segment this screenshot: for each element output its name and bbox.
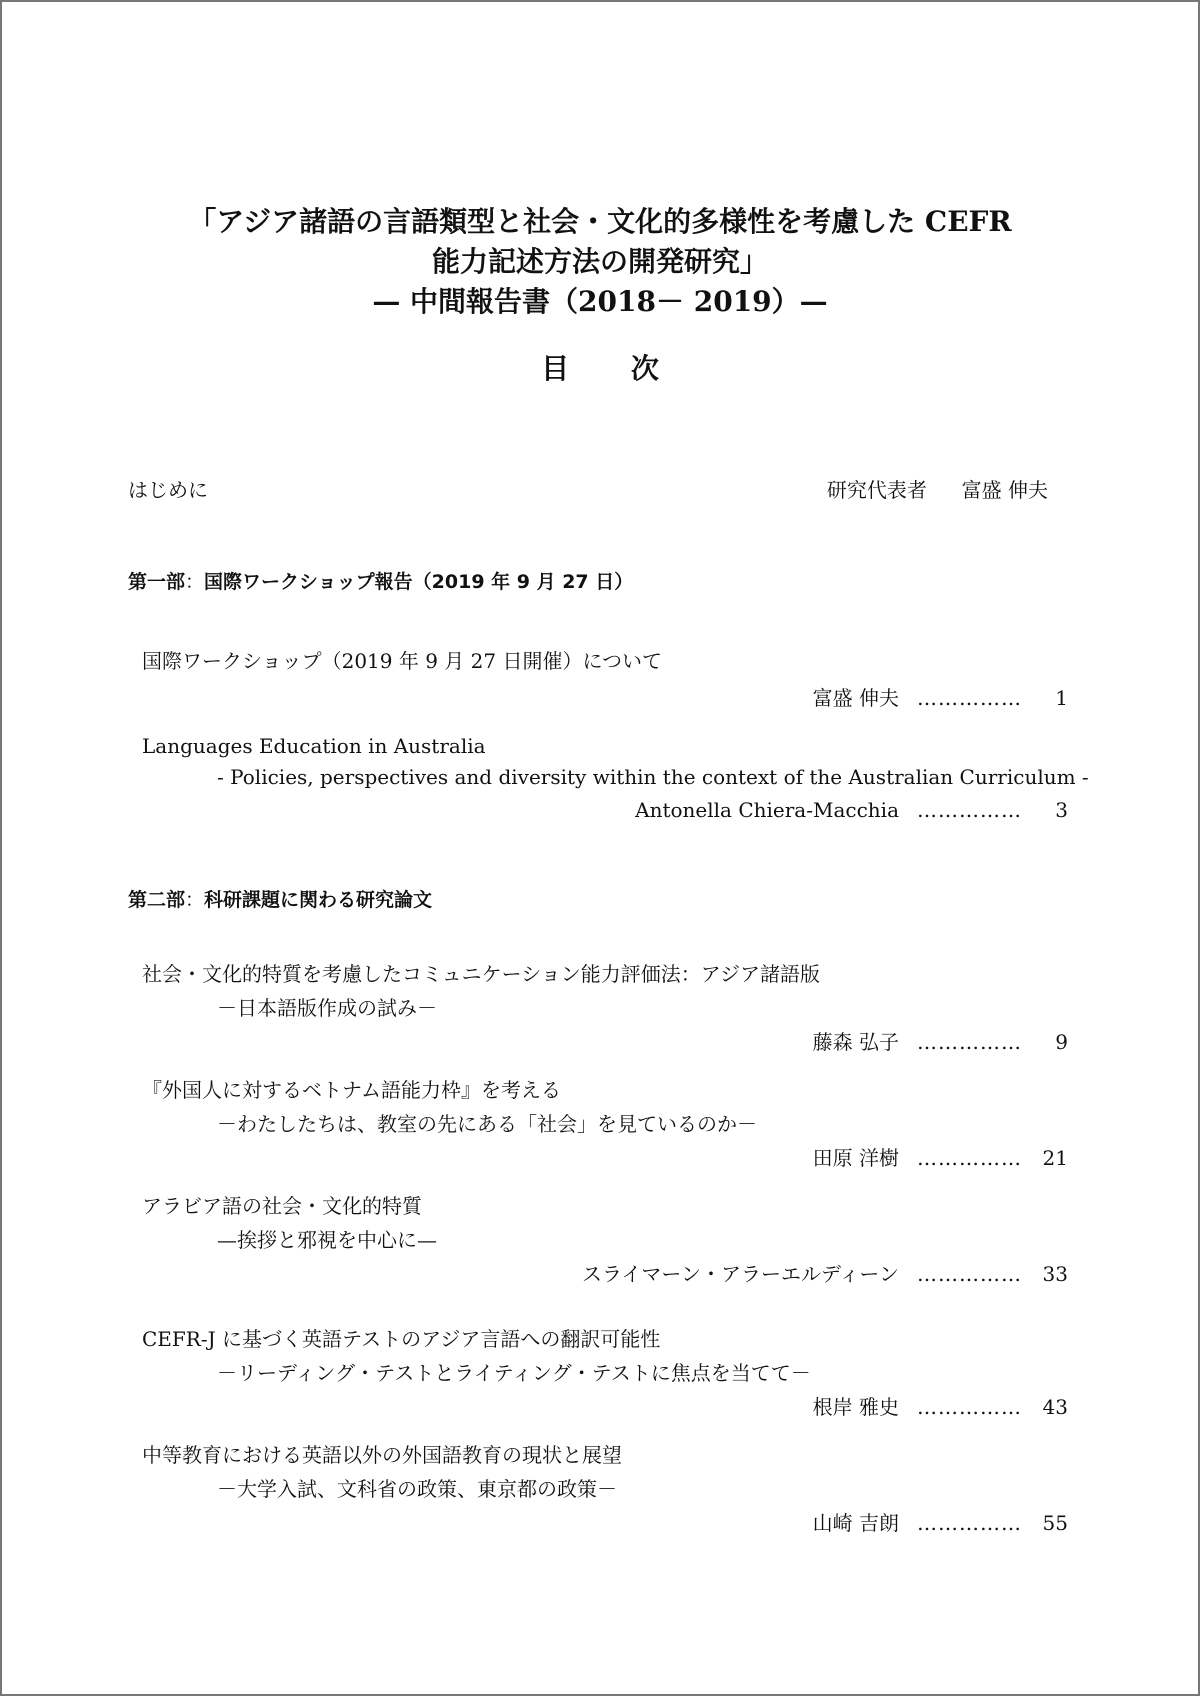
part2-title: 科研課題に関わる研究論文 bbox=[204, 889, 433, 911]
toc-entry-title: CEFR-J に基づく英語テストのアジア言語への翻訳可能性 bbox=[142, 1327, 661, 1351]
part2-label: 第二部 bbox=[128, 889, 186, 911]
toc-entry-page: 43 bbox=[1042, 1395, 1068, 1419]
toc-entry-author: 富盛 伸夫 bbox=[812, 686, 899, 710]
title-line-3: — 中間報告書（2018－ 2019）— bbox=[372, 285, 828, 318]
leader-dots: …………… bbox=[917, 1395, 1022, 1419]
part2-separator: ： bbox=[185, 889, 205, 911]
toc-entry-subtitle: —挨拶と邪視を中心に— bbox=[217, 1228, 437, 1252]
intro-author-line bbox=[827, 476, 1048, 504]
toc-entry-author: Antonella Chiera-Macchia bbox=[635, 798, 899, 822]
toc-entry-author: 藤森 弘子 bbox=[812, 1030, 899, 1054]
toc-entry-author: 根岸 雅史 bbox=[812, 1395, 899, 1419]
toc-entry-author: 田原 洋樹 bbox=[812, 1146, 899, 1170]
leader-dots: …………… bbox=[917, 798, 1022, 822]
title-line-1: 「アジア諸語の言語類型と社会・文化的多様性を考慮した CEFR bbox=[188, 205, 1012, 238]
intro-role: 研究代表者 bbox=[826, 478, 927, 502]
toc-heading: 目 次 bbox=[541, 352, 685, 385]
toc-entry-subtitle: －わたしたちは、教室の先にある「社会」を見ているのか－ bbox=[217, 1112, 757, 1136]
toc-entry-title: 中等教育における英語以外の外国語教育の現状と展望 bbox=[142, 1443, 622, 1467]
part1-heading bbox=[128, 568, 633, 596]
toc-entry-author-row bbox=[813, 1509, 1068, 1537]
intro-author: 富盛 伸夫 bbox=[961, 478, 1048, 502]
toc-entry-author: 山崎 吉朗 bbox=[812, 1511, 899, 1535]
part1-separator: ： bbox=[185, 571, 205, 593]
leader-dots: …………… bbox=[917, 1511, 1022, 1535]
part1-title: 国際ワークショップ報告（2019 年 9 月 27 日） bbox=[204, 571, 634, 593]
toc-entry-page: 55 bbox=[1042, 1511, 1068, 1535]
intro-label: はじめに bbox=[128, 478, 208, 502]
toc-entry-author-row bbox=[582, 1260, 1068, 1288]
toc-entry-title: 社会・文化的特質を考慮したコミュニケーション能力評価法：アジア諸語版 bbox=[142, 962, 820, 986]
part2-heading bbox=[128, 886, 432, 914]
title-line-2: 能力記述方法の開発研究」 bbox=[431, 245, 768, 278]
toc-entry-subtitle: －大学入試、文科省の政策、東京都の政策－ bbox=[217, 1477, 617, 1501]
leader-dots: …………… bbox=[917, 686, 1022, 710]
toc-entry-subtitle: - Policies, perspectives and diversity within the context of the Australian Curriculum - bbox=[217, 765, 1089, 789]
toc-entry-subtitle: －日本語版作成の試み－ bbox=[217, 996, 437, 1020]
toc-entry-title: 国際ワークショップ（2019 年 9 月 27 日開催）について bbox=[142, 649, 663, 673]
part1-label: 第一部 bbox=[128, 571, 186, 593]
toc-entry-title: アラビア語の社会・文化的特質 bbox=[142, 1194, 422, 1218]
toc-entry-title: 『外国人に対するベトナム語能力枠』を考える bbox=[142, 1078, 561, 1102]
toc-entry-page: 1 bbox=[1055, 686, 1068, 710]
toc-entry-page: 3 bbox=[1055, 798, 1068, 822]
toc-entry-author-row bbox=[813, 684, 1068, 712]
toc-entry-author-row bbox=[813, 1028, 1068, 1056]
toc-entry-author-row bbox=[813, 1393, 1068, 1421]
toc-entry-author: スライマーン・アラーエルディーン bbox=[582, 1262, 899, 1286]
toc-entry-title: Languages Education in Australia bbox=[142, 734, 486, 758]
toc-entry-page: 33 bbox=[1042, 1262, 1068, 1286]
toc-entry-author-row bbox=[635, 796, 1068, 824]
leader-dots: …………… bbox=[917, 1030, 1022, 1054]
toc-entry-page: 21 bbox=[1042, 1146, 1068, 1170]
leader-dots: …………… bbox=[917, 1146, 1022, 1170]
leader-dots: …………… bbox=[917, 1262, 1022, 1286]
toc-entry-author-row bbox=[813, 1144, 1068, 1172]
document-title bbox=[2, 202, 1198, 322]
toc-entry-page: 9 bbox=[1055, 1030, 1068, 1054]
toc-entry-subtitle: －リーディング・テストとライティング・テストに焦点を当てて－ bbox=[217, 1361, 811, 1385]
